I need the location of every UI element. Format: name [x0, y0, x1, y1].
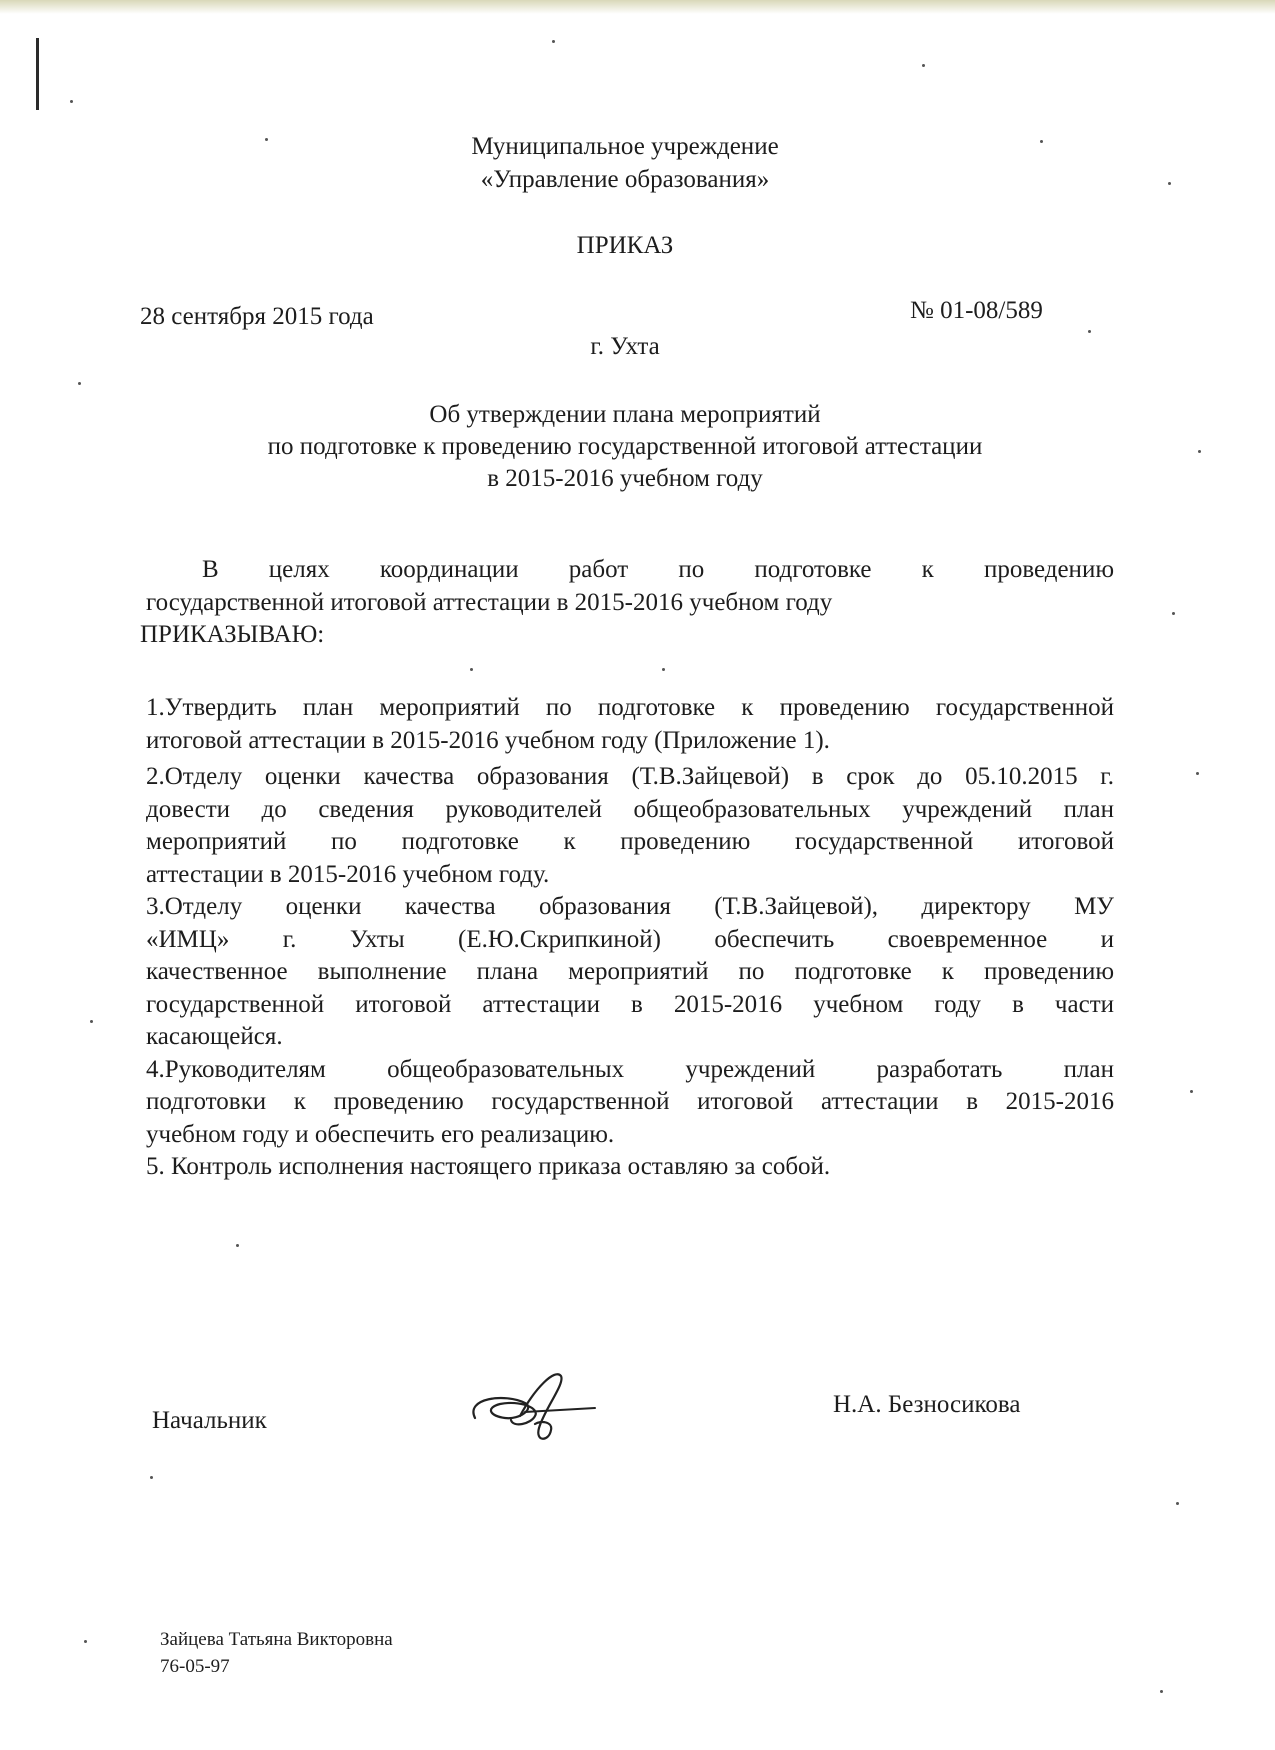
item-4-line3: учебном году и обеспечить его реализацию. [146, 1120, 615, 1148]
org-name-line2: «Управление образования» [480, 166, 770, 193]
scan-speck [1190, 1090, 1193, 1093]
scan-speck [552, 40, 555, 43]
order-items [146, 692, 1114, 1184]
scan-speck [470, 668, 473, 671]
order-word: ПРИКАЗЫВАЮ: [140, 621, 325, 648]
item-3-line1: 3.Отделу оценки качества образования (Т.В.Зайцевой), директору МУ [146, 893, 1114, 920]
item-1-line2: итоговой аттестации в 2015-2016 учебном году (Приложение 1). [146, 726, 830, 754]
signer-position: Начальник [152, 1407, 267, 1434]
item-4-line1: 4.Руководителям общеобразовательных учреждений разработать план [146, 1055, 1114, 1083]
preamble-line2: государственной итоговой аттестации в 2015-2016 учебном году [146, 588, 833, 616]
document-type: ПРИКАЗ [576, 232, 674, 259]
item-2-line2: довести до сведения руководителей общеобразовательных учреждений план [146, 795, 1114, 823]
item-1-line1: 1.Утвердить план мероприятий по подготовке к проведению государственной [146, 694, 1114, 721]
scan-speck [1172, 612, 1175, 615]
scan-speck [70, 100, 73, 103]
scan-speck [1160, 1690, 1163, 1693]
scan-speck [84, 1640, 87, 1643]
scan-speck [90, 1020, 93, 1023]
item-3-line4: государственной итоговой аттестации в 2015-2016 учебном году в части [146, 990, 1114, 1018]
contact-phone: 76-05-97 [160, 1656, 230, 1677]
preamble [140, 554, 1114, 652]
scan-speck [922, 64, 925, 67]
preamble-line1: В целях координации работ по подготовке к проведению [202, 556, 1114, 583]
item-2-line1: 2.Отделу оценки качества образования (Т.В.Зайцевой) в срок до 05.10.2015 г. [146, 763, 1114, 790]
handwritten-signature [465, 1368, 605, 1448]
order-date: 28 сентября 2015 года [140, 303, 374, 330]
order-title-line3: в 2015-2016 учебном году [487, 465, 763, 492]
org-name-line1: Муниципальное учреждение [471, 133, 779, 160]
item-2-line3: мероприятий по подготовке к проведению государственной итоговой [146, 828, 1114, 855]
signer-name: Н.А. Безносикова [833, 1391, 1021, 1418]
scan-speck [78, 382, 81, 385]
item-3-line5: касающейся. [146, 1023, 283, 1050]
item-2-line4: аттестации в 2015-2016 учебном году. [146, 860, 550, 888]
order-title-line2: по подготовке к проведению государственной итоговой аттестации [267, 433, 983, 460]
item-3-line2: «ИМЦ» г. Ухты (Е.Ю.Скрипкиной) обеспечить своевременное и [146, 925, 1114, 953]
scan-speck [150, 1476, 153, 1479]
scan-speck [1196, 772, 1199, 775]
item-4-line2: подготовки к проведению государственной итоговой аттестации в 2015-2016 [146, 1088, 1114, 1115]
item-5: 5. Контроль исполнения настоящего приказа оставляю за собой. [146, 1153, 831, 1180]
scan-top-edge [0, 0, 1275, 14]
contact-name: Зайцева Татьяна Викторовна [160, 1629, 393, 1650]
city: г. Ухта [590, 333, 660, 360]
item-3-line3: качественное выполнение плана мероприятий по подготовке к проведению [146, 958, 1114, 985]
scan-speck [236, 1244, 239, 1247]
order-number: № 01-08/589 [910, 297, 1043, 324]
order-title-line1: Об утверждении плана мероприятий [429, 401, 821, 428]
scan-speck [662, 668, 665, 671]
scan-left-mark [36, 38, 39, 110]
scan-speck [1176, 1502, 1179, 1505]
